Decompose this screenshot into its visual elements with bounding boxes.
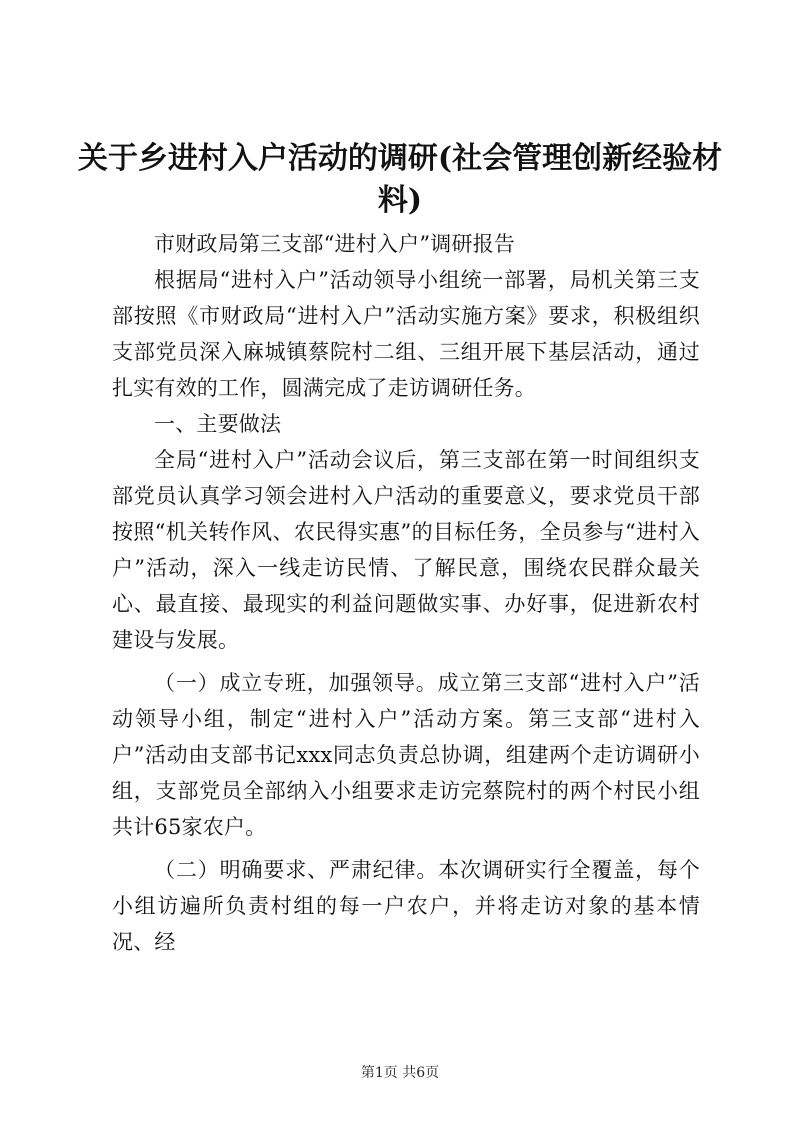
paragraph-main-practice: 全局“进村入户”活动会议后，第三支部在第一时间组织支部党员认真学习领会进村入户活动的重要意义，要求党员干部按照“机关转作风、农民得实惠”的目标任务，全员参与“进村入户”活动，深入一线走访民情、了解民意，围绕农民群众最关心、最直接、最现实的利益问题做实事、办好事，促进新农村建设与发展。	[112, 448, 700, 652]
report-subtitle: 市财政局第三支部“进村入户”调研报告	[154, 232, 516, 256]
document-title: 关于乡进村入户活动的调研(社会管理创新经验材料)	[77, 141, 723, 218]
paragraph-intro: 根据局“进村入户”活动领导小组统一部署，局机关第三支部按照《市财政局“进村入户”活动实施方案》要求，积极组织支部党员深入麻城镇蔡院村二组、三组开展下基层活动，通过扎实有效的工作，圆满完成了走访调研任务。	[112, 268, 700, 400]
page-footer: 第1页 共6页	[360, 1065, 440, 1081]
document-body	[112, 226, 700, 960]
section-heading: 一、主要做法	[154, 412, 282, 436]
paragraph-item-1: （一）成立专班，加强领导。成立第三支部“进村入户”活动领导小组，制定“进村入户”活动方案。第三支部“进村入户”活动由支部书记xxx同志负责总协调，组建两个走访调研小组，支部党员全部纳入小组要求走访完蔡院村的两个村民小组共计65家农户。	[112, 671, 700, 839]
paragraph-item-2: （二）明确要求、严肃纪律。本次调研实行全覆盖，每个小组访遍所负责村组的每一户农户，并将走访对象的基本情况、经	[112, 858, 700, 954]
